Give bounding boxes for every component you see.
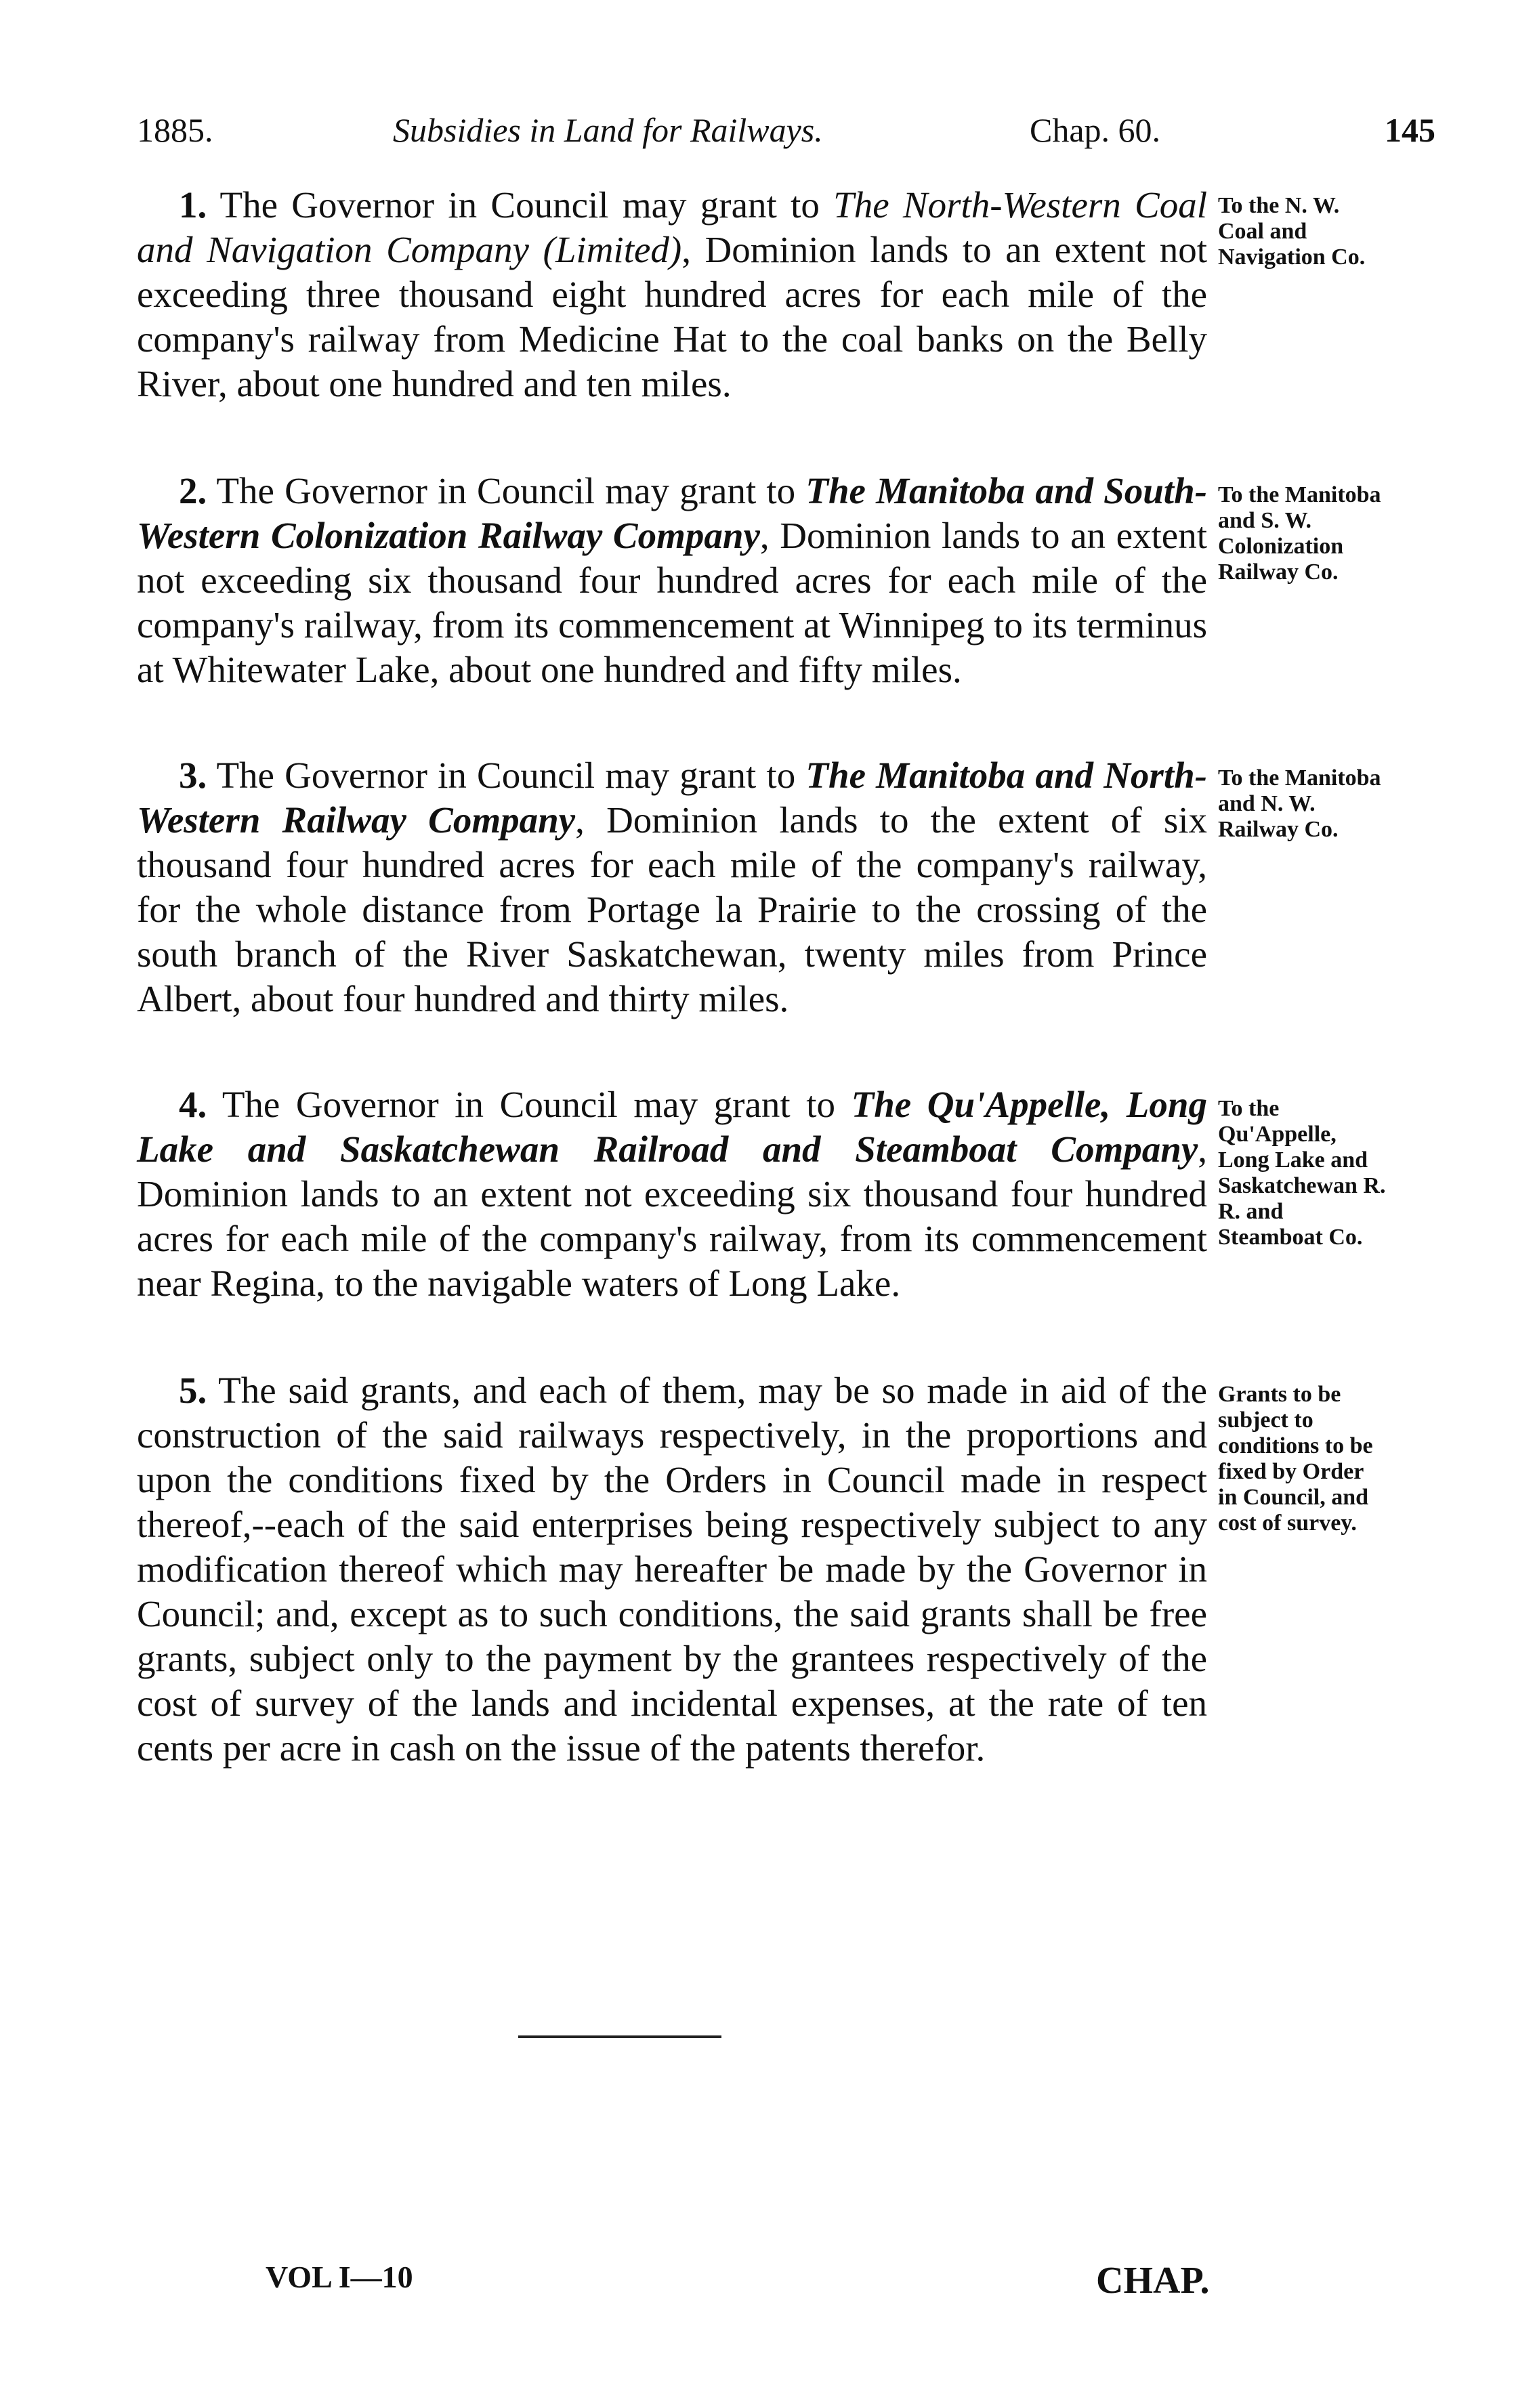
- text-segment: The said grants, and each of them, may be so made in aid of the construction of the said railways respectively, in the proportions and upon the conditions fixed by the Orders in Council made in respect thereof,--each of the said enterprises being respectively subject to any modification thereof which may hereafter be made by the Governor in Council; and, except as to such conditions, the said grants shall be free grants, subject only to the payment by the grantees respectively of the cost of survey of the lands and incidental expenses, at the rate of ten cents per acre in cash on the issue of the patents therefor.: [137, 1370, 1207, 1769]
- section-3: [137, 753, 1207, 1021]
- running-header: [137, 103, 1435, 157]
- section-number: 5.: [179, 1370, 207, 1411]
- section-2: [137, 469, 1207, 692]
- text-segment: The Governor in Council may grant to: [207, 1084, 851, 1125]
- text-segment: The Governor in Council may grant to: [207, 184, 834, 226]
- section-number: 1.: [179, 184, 207, 226]
- volume-signature: VOL I—10: [266, 2260, 413, 2294]
- section-1: [137, 183, 1207, 406]
- section-text: [137, 1082, 1207, 1306]
- margin-note-1: To the N. W. Coal and Navigation Co.: [1218, 193, 1366, 270]
- text-segment: , Dominion lands to an extent not exceeding three thousand eight hundred acres for each mile of the company's railway from Medicine Hat to the coal banks on the Belly River, about one hundred and ten miles.: [137, 229, 1208, 404]
- header-chapter: Chap. 60.: [1030, 111, 1161, 149]
- page-number: 145: [1385, 111, 1435, 149]
- section-4: [137, 1082, 1207, 1306]
- company-name: The North-Western Coal and Navigation Company (Limited): [137, 184, 1207, 270]
- text-segment: , Dominion lands to an extent not exceeding six thousand four hundred acres for each mile of the company's railway, from its commencement at Winnipeg to its terminus at Whitewater Lake, about one hundred and fifty miles.: [137, 515, 1207, 690]
- section-text: [137, 183, 1207, 406]
- text-segment: , Dominion lands to the extent of six thousand four hundred acres for each mile of the company's railway, for the whole distance from Portage la Prairie to the crossing of the south branch of the River Saskatchewan, twenty miles from Prince Albert, about four hundred and thirty miles.: [137, 799, 1208, 1019]
- margin-note-2: To the Manitoba and S. W. Colonization Railway Co.: [1218, 482, 1381, 585]
- company-name: The Manitoba and North-Western Railway Company: [137, 755, 1207, 841]
- catchword: CHAP.: [1096, 2260, 1210, 2302]
- section-text: [137, 753, 1207, 1021]
- text-segment: , Dominion lands to an extent not exceeding six thousand four hundred acres for each mile of the company's railway, from its commencement near Regina, to the navigable waters of Long Lake.: [137, 1128, 1207, 1304]
- header-year: 1885.: [137, 111, 213, 149]
- section-divider: [518, 2035, 721, 2038]
- header-title: Subsidies in Land for Railways.: [393, 111, 823, 149]
- section-number: 2.: [179, 470, 207, 511]
- section-number: 4.: [179, 1084, 207, 1125]
- section-text: [137, 469, 1207, 692]
- margin-note-4: To the Qu'Appelle, Long Lake and Saskatchewan R. R. and Steamboat Co.: [1218, 1096, 1386, 1250]
- company-name: The Qu'Appelle, Long Lake and Saskatchewan Railroad and Steamboat Company: [137, 1084, 1207, 1170]
- margin-note-3: To the Manitoba and N. W. Railway Co.: [1218, 765, 1381, 842]
- margin-note-5: Grants to be subject to conditions to be fixed by Order in Council, and cost of survey.: [1218, 1382, 1373, 1536]
- section-number: 3.: [179, 755, 207, 796]
- company-name: The Manitoba and South-Western Colonization Railway Company: [137, 470, 1207, 556]
- section-text: [137, 1368, 1207, 1771]
- text-segment: The Governor in Council may grant to: [207, 755, 806, 796]
- section-5: [137, 1368, 1207, 1771]
- text-segment: The Governor in Council may grant to: [207, 470, 806, 511]
